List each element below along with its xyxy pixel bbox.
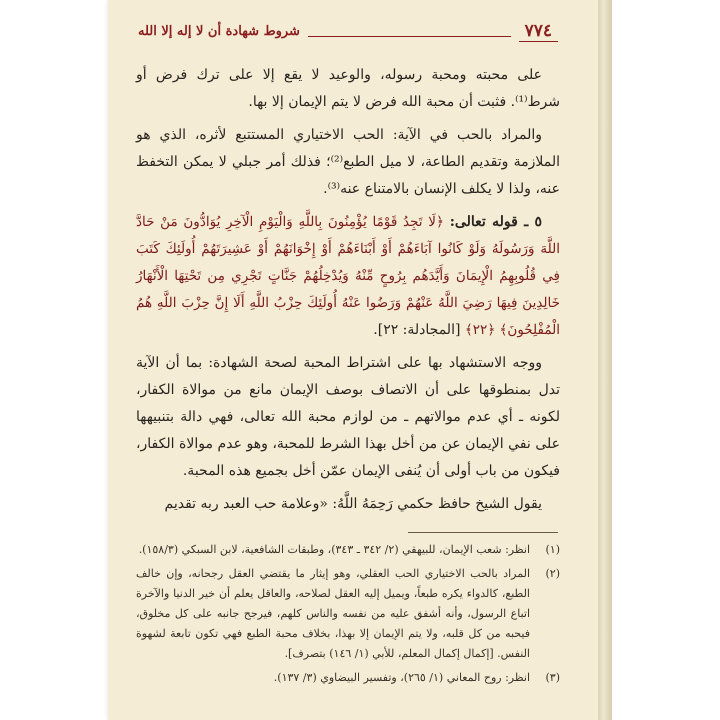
footnote <box>136 668 560 688</box>
body-text <box>136 62 560 524</box>
running-header <box>138 18 558 44</box>
footnotes <box>136 540 560 692</box>
verse-reference: [المجادلة: ٢٢]. <box>373 322 461 338</box>
paragraph-2: والمراد بالحب في الآية: الحب الاختياري المستتبع لأثره، الذي هو الملازمة وتقديم الطاعة، لا ميل الطبع⁽²⁾؛ فذلك أمر جبلي لا يمكن التخفظ عنه، ولذا لا يكلف الإنسان بالامتناع عنه⁽³⁾. <box>136 127 560 197</box>
footnote-text: انظر: شعب الإيمان، للبيهقي (٢/ ٣٤٢ ـ ٣٤٣)، وطبقات الشافعية، لابن السبكي (١٥٨/٣). <box>138 543 530 556</box>
footnote-text: المراد بالحب الاختياري الحب العقلي، وهو إيثار ما يقتضي العقل رجحانه، وإن خالف الطبع، كالدواء يكره طبعاً، ويميل إليه العقل لصلاحه، والعاقل يعلم أن خير الدنيا والآخرة اتباع الرسول، وأنه أشفق عليه من نفسه والناس كلهم، فيرجح جانبه على كل مخلوق، فيحبه من كل قلبه، ولا يتم الإيمان إلا بهذا، بخلاف محبة الطبع فهي تكون تابعة لشهوة النفس. [إكمال إكمال المعلم، للأبي (١/ ١٤٦) بتصرف]. <box>136 567 531 660</box>
footnote-number: (١) <box>545 543 560 556</box>
paragraph-4: ووجه الاستشهاد بها على اشتراط المحبة لصحة الشهادة: بما أن الآية تدل بمنطوقها على أن الاتصاف بوصف الإيمان مانع من موالاة الكفار، لكونه ـ أي عدم موالاتهم ـ من لوازم محبة الله تعالى، فهي دالة بتنبيهها على نفي الإيمان عن من أخل بهذا الشرط للمحبة، وهو عدم موالاة الكفار، فيكون من باب أولى أن يُنفى الإيمان عمّن أخل بجميع هذه المحبة. <box>136 355 560 479</box>
footnote-number: (٢) <box>545 567 560 580</box>
footnote-divider <box>408 532 558 533</box>
paragraph-5: يقول الشيخ حافظ حكمي رَحِمَهُ اللَّهُ: «وعلامة حب العبد ربه تقديم <box>164 496 542 512</box>
book-page <box>108 0 598 720</box>
footnote-number: (٣) <box>545 671 560 684</box>
paragraph-3 <box>136 209 560 344</box>
page-edge <box>598 0 612 720</box>
footnote <box>136 564 560 664</box>
running-title: شروط شهادة أن لا إله إلا الله <box>138 23 300 39</box>
paragraph-1: على محبته ومحبة رسوله، والوعيد لا يقع إلا على ترك فرض أو شرط⁽¹⁾. فثبت أن محبة الله فرض لا يتم الإيمان إلا بها. <box>136 67 560 110</box>
header-rule <box>308 36 511 37</box>
verse-intro: ٥ ـ قوله تعالى: <box>449 214 542 230</box>
quran-verse: ﴿لَا تَجِدُ قَوْمًا يُؤْمِنُونَ بِاللَّهِ وَالْيَوْمِ الْآخِرِ يُوَادُّونَ مَنْ حَادَّ اللَّهَ وَرَسُولَهُ وَلَوْ كَانُوا آبَاءَهُمْ أَوْ أَبْنَاءَهُمْ أَوْ إِخْوَانَهُمْ أَوْ عَشِيرَتَهُمْ أُولَئِكَ كَتَبَ فِي قُلُوبِهِمُ الْإِيمَانَ وَأَيَّدَهُم بِرُوحٍ مِّنْهُ وَيُدْخِلُهُمْ جَنَّاتٍ تَجْرِي مِن تَحْتِهَا الْأَنْهَارُ خَالِدِينَ فِيهَا رَضِيَ اللَّهُ عَنْهُمْ وَرَضُوا عَنْهُ أُولَئِكَ حِزْبُ اللَّهِ أَلَا إِنَّ حِزْبَ اللَّهِ هُمُ الْمُفْلِحُونَ﴾ ﴿٢٢﴾ <box>136 214 560 338</box>
footnote-text: انظر: روح المعاني (١/ ٢٦٥)، وتفسير البيضاوي (٣/ ١٣٧). <box>273 671 530 684</box>
page-number: ٧٧٤ <box>519 21 558 42</box>
footnote <box>136 540 560 560</box>
